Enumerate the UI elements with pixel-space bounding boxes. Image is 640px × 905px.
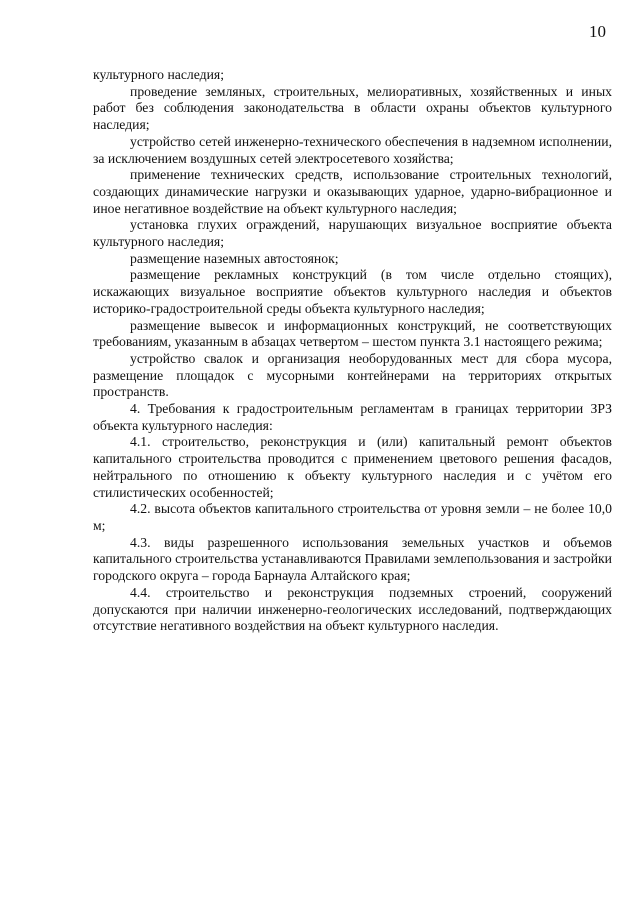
paragraph-advertising: размещение рекламных конструкций (в том числе отдельно стоящих), искажающих визуальное восприятие объектов культурного наследия и объектов историко-градостроительной среды объекта культурного наследия;	[93, 267, 612, 316]
paragraph-waste: устройство свалок и организация необорудованных мест для сбора мусора, размещение площадок с мусорными контейнерами на территориях открытых пространств.	[93, 350, 612, 400]
paragraph-parking: размещение наземных автостоянок;	[130, 250, 339, 266]
item-4-2: 4.2. высота объектов капитального строительства от уровня земли – не более 10,0 м;	[93, 501, 612, 533]
paragraph-dynamic-loads: применение технических средств, использование строительных технологий, создающих динамические нагрузки и оказывающих ударное, ударно-вибрационное и иное негативное воздействие на объект культурного наследия;	[93, 167, 612, 216]
paragraph-signage: размещение вывесок и информационных конструкций, не соответствующих требованиям, указанным в абзацах четвертом – шестом пункта 3.1 настоящего режима;	[93, 317, 612, 350]
page-number: 10	[589, 22, 606, 41]
item-4-3: 4.3. виды разрешенного использования земельных участков и объемов капитального строительства устанавливаются Правилами землепользования и застройки городского округа – города Барнаула Алтайского края;	[93, 534, 612, 584]
paragraph-earthworks: проведение земляных, строительных, мелиоративных, хозяйственных и иных работ без соблюдения законодательства в области охраны объектов культурного наследия;	[93, 83, 612, 133]
paragraph-continuation: культурного наследия;	[93, 67, 225, 82]
document-body	[93, 67, 612, 635]
paragraph-overhead-networks: устройство сетей инженерно-технического обеспечения в надземном исполнении, за исключением воздушных сетей электросетевого хозяйства;	[93, 133, 612, 166]
item-4-4: 4.4. строительство и реконструкция подземных строений, сооружений допускаются при наличии инженерно-геологических исследований, подтверждающих отсутствие негативного воздействия на объект культурного наследия.	[93, 584, 612, 634]
paragraph-solid-fences: установка глухих ограждений, нарушающих визуальное восприятие объекта культурного наследия;	[93, 217, 612, 250]
item-4-1: 4.1. строительство, реконструкция и (или) капитальный ремонт объектов капитального строительства проводится с применением цветового решения фасадов, нейтрального по отношению к объекту культурного наследия и с учётом его стилистических особенностей;	[93, 434, 612, 500]
section-4-heading: 4. Требования к градостроительным регламентам в границах территории ЗРЗ объекта культурного наследия:	[93, 401, 612, 433]
